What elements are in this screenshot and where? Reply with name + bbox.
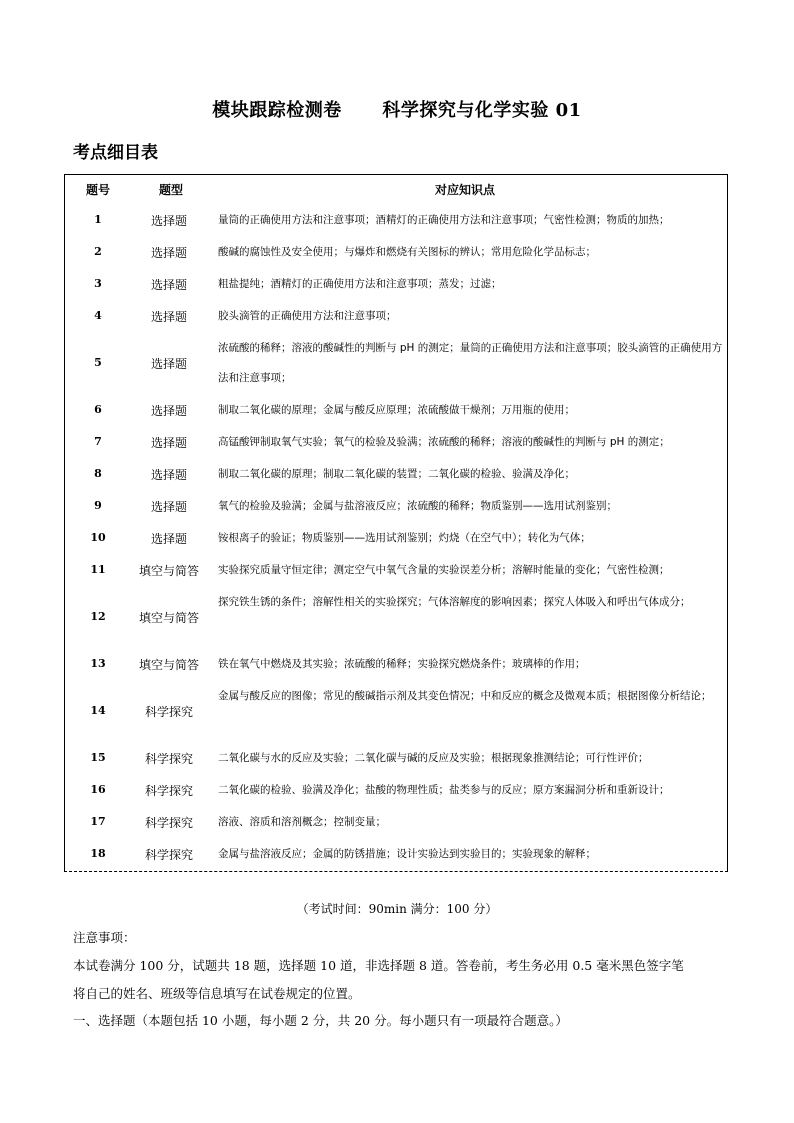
row-type: 填空与简答 (138, 564, 199, 578)
row-knowledge: 溶液、溶质和溶剂概念；控制变量； (218, 816, 386, 828)
row-knowledge: 粗盐提纯；酒精灯的正确使用方法和注意事项；蒸发；过滤； (218, 278, 502, 290)
row-type: 科学探究 (144, 816, 193, 830)
notes-body-line2: 将自己的姓名、班级等信息填写在试卷规定的位置。 (73, 986, 361, 1001)
row-knowledge: 探究铁生锈的条件；溶解性相关的实验探究；气体溶解度的影响因素；探究人体吸入和呼出气体成分； (218, 596, 691, 608)
table-row (65, 491, 727, 523)
row-type: 选择题 (150, 278, 187, 292)
row-number: 1 (94, 213, 102, 226)
row-number: 5 (94, 356, 102, 369)
row-type: 填空与简答 (138, 611, 199, 625)
table-row (65, 587, 727, 649)
row-number: 6 (94, 403, 102, 416)
row-knowledge: 酸碱的腐蚀性及安全使用；与爆炸和燃烧有关图标的辨认；常用危险化学品标志； (218, 246, 596, 258)
section-heading: 一、选择题（本题包括 10 小题，每小题 2 分，共 20 分。每小题只有一项最符合题意。） (73, 1013, 568, 1028)
row-knowledge: 铵根离子的验证；物质鉴别——选用试剂鉴别；灼烧（在空气中）；转化为气体； (218, 532, 591, 544)
table-row (65, 743, 727, 775)
row-number: 2 (94, 245, 102, 258)
row-knowledge: 金属与酸反应的图像；常见的酸碱指示剂及其变色情况；中和反应的概念及微观本质；根据图像分析结论； (218, 690, 712, 702)
table-row (65, 839, 727, 871)
row-knowledge: 二氧化碳的检验、验满及净化；盐酸的物理性质；盐类参与的反应；原方案漏洞分析和重新设计； (218, 784, 670, 796)
row-type: 选择题 (150, 500, 187, 514)
row-number: 8 (94, 467, 102, 480)
row-type: 选择题 (150, 310, 187, 324)
row-type: 科学探究 (144, 784, 193, 798)
table-row (65, 523, 727, 555)
row-type: 选择题 (150, 532, 187, 546)
row-knowledge: 实验探究质量守恒定律；测定空气中氧气含量的实验误差分析；溶解时能量的变化；气密性检测； (218, 564, 670, 576)
table-row (65, 649, 727, 681)
row-number: 12 (90, 610, 106, 623)
row-knowledge: 氧气的检验及验满；金属与盐溶液反应；浓硫酸的稀释；物质鉴别——选用试剂鉴别； (218, 500, 617, 512)
table-row (65, 301, 727, 333)
row-type: 填空与简答 (138, 658, 199, 672)
row-number: 13 (90, 657, 106, 670)
table-row (65, 681, 727, 743)
notes-body-line1: 本试卷满分 100 分，试题共 18 题，选择题 10 道，非选择题 8 道。答卷前，考生务必用 0.5 毫米黑色签字笔 (73, 958, 684, 973)
row-type: 选择题 (150, 468, 187, 482)
header-knowledge: 对应知识点 (435, 183, 496, 197)
row-knowledge: 制取二氧化碳的原理；金属与酸反应原理；浓硫酸做干燥剂；万用瓶的使用； (218, 404, 575, 416)
notes-title: 注意事项： (73, 930, 136, 945)
row-number: 10 (90, 531, 106, 544)
row-type: 选择题 (150, 214, 187, 228)
row-number: 4 (94, 309, 102, 322)
table-row (65, 237, 727, 269)
table-row (65, 205, 727, 237)
table-row (65, 459, 727, 491)
row-number: 14 (90, 704, 106, 717)
row-number: 9 (94, 499, 102, 512)
row-knowledge: 高锰酸钾制取氧气实验；氧气的检验及验满；浓硫酸的稀释；溶液的酸碱性的判断与 pH 的测定； (218, 436, 670, 448)
table-row (65, 269, 727, 301)
row-number: 16 (90, 783, 106, 796)
row-number: 7 (94, 435, 102, 448)
row-number: 18 (90, 847, 106, 860)
row-type: 选择题 (150, 357, 187, 371)
table-heading: 考点细目表 (73, 143, 158, 163)
header-type: 题型 (159, 183, 184, 197)
row-type: 选择题 (150, 436, 187, 450)
row-number: 17 (90, 815, 106, 828)
row-number: 15 (90, 751, 106, 764)
table-row (65, 427, 727, 459)
table-row (65, 395, 727, 427)
page-title: 模块跟踪检测卷 科学探究与化学实验 01 (212, 100, 582, 121)
exam-time: （考试时间：90min 满分：100 分） (296, 902, 498, 916)
row-type: 科学探究 (144, 848, 193, 862)
table-row (65, 333, 727, 395)
row-type: 科学探究 (144, 752, 193, 766)
row-knowledge: 二氧化碳与水的反应及实验；二氧化碳与碱的反应及实验；根据现象推测结论；可行性评价； (218, 752, 649, 764)
table-row (65, 775, 727, 807)
row-knowledge: 金属与盐溶液反应；金属的防锈措施；设计实验达到实验目的；实验现象的解释； (218, 848, 596, 860)
knowledge-table (64, 174, 728, 872)
row-number: 3 (94, 277, 102, 290)
table-row (65, 555, 727, 587)
row-knowledge: 量筒的正确使用方法和注意事项；酒精灯的正确使用方法和注意事项；气密性检测；物质的加热； (218, 214, 670, 226)
row-knowledge: 胶头滴管的正确使用方法和注意事项； (218, 310, 397, 322)
row-type: 选择题 (150, 246, 187, 260)
row-number: 11 (90, 563, 106, 576)
row-type: 选择题 (150, 404, 187, 418)
row-type: 科学探究 (144, 705, 193, 719)
row-knowledge: 铁在氧气中燃烧及其实验；浓硫酸的稀释；实验探究燃烧条件；玻璃棒的作用； (218, 658, 586, 670)
row-knowledge: 浓硫酸的稀释；溶液的酸碱性的判断与 pH 的测定；量筒的正确使用方法和注意事项；胶头滴管的正确使用方法和注意事项； (218, 342, 723, 384)
table-row (65, 807, 727, 839)
row-knowledge: 制取二氧化碳的原理；制取二氧化碳的装置；二氧化碳的检验、验满及净化； (218, 468, 575, 480)
header-num: 题号 (86, 183, 111, 197)
